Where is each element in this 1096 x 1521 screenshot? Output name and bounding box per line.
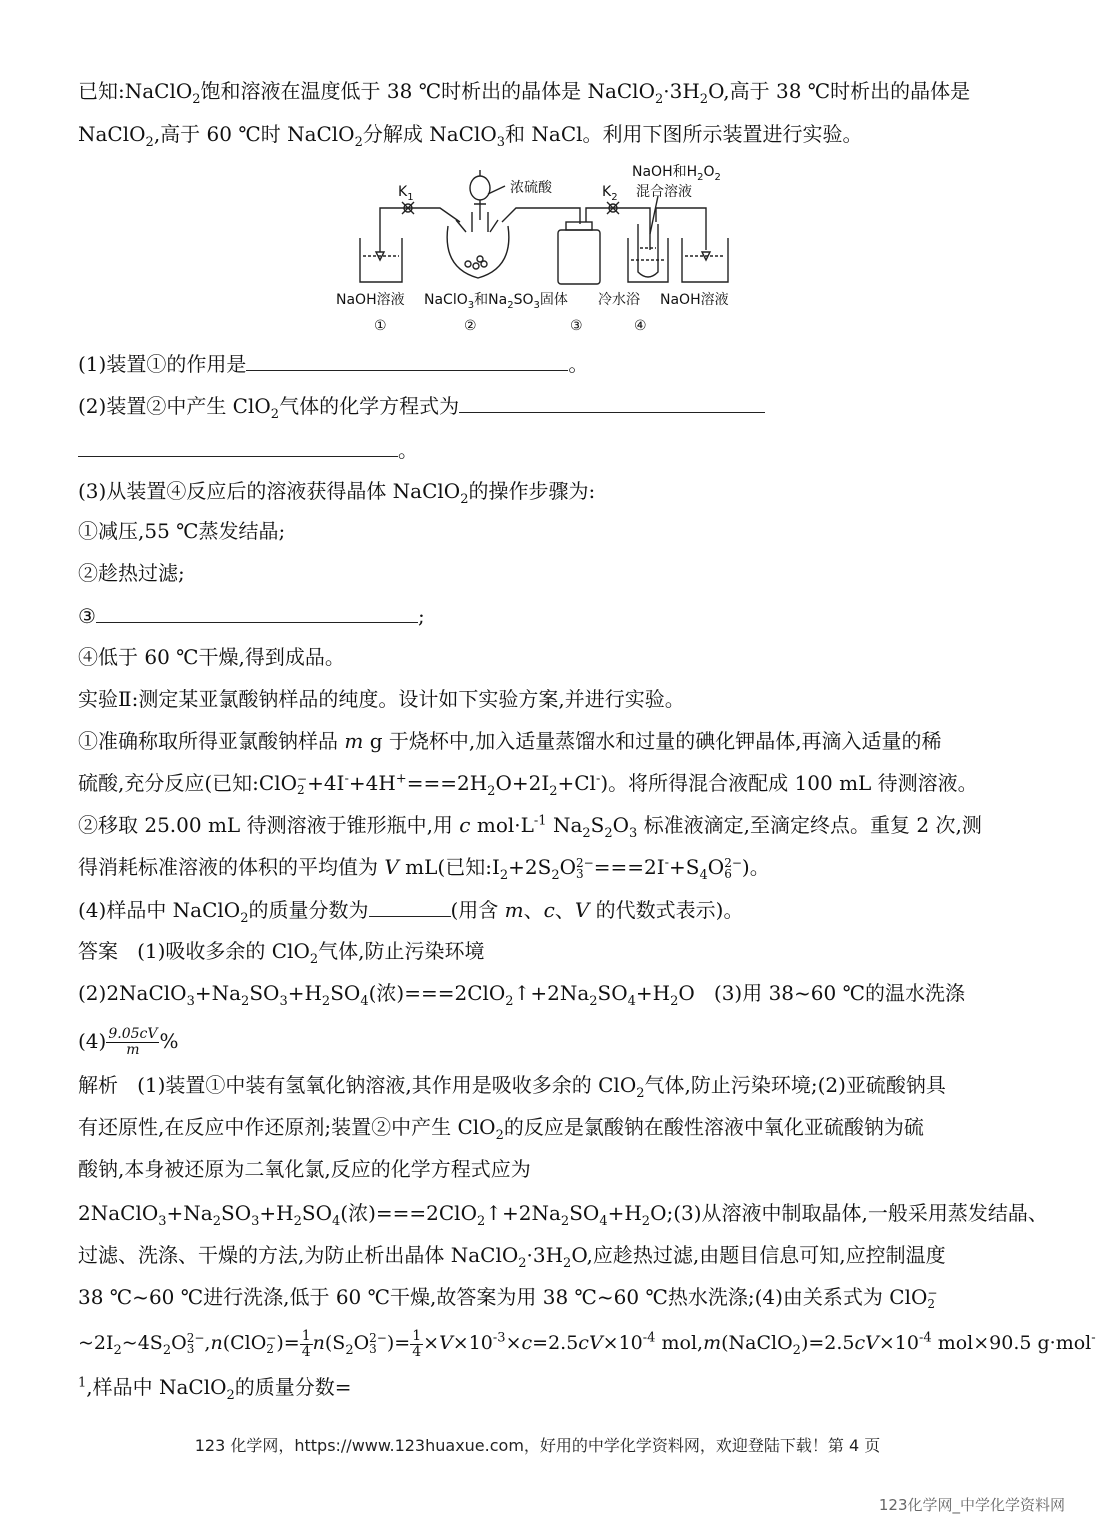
question-1: (1)装置①的作用是 。: [78, 348, 1008, 379]
page-footer: 123 化学网，https://www.123huaxue.com，好用的中学化学资料网，欢迎登陆下载！第 4 页: [194, 1436, 881, 1455]
apparatus-diagram: [330, 160, 750, 340]
number-4: ④: [634, 318, 647, 334]
analysis-line-6: 38 ℃~60 ℃进行洗涤,低于 60 ℃干燥,故答案为用 38 ℃~60 ℃热水洗涤;(4)由关系式为 ClO − 2: [78, 1285, 938, 1311]
three-neck-flask: [447, 226, 509, 278]
answer-blank-4: [369, 894, 451, 917]
exp2-step-1-cont: 硫酸,充分反应(已知:ClO − 2 $+4I^-+4H^+===2H_2O+2I_2+Cl^-$)。将所得混合液配成 100 mL 待测溶液。: [78, 771, 978, 799]
known-line-2: NaClO$_2$,高于 60 ℃时 NaClO$_2$分解成 NaClO$_3$和 NaCl。利用下图所示装置进行实验。: [78, 122, 863, 150]
answer-blank-2b: [78, 434, 398, 457]
answer-blank-2a: [459, 390, 765, 413]
number-3: ③: [570, 318, 583, 334]
label-k2: $K_2$: [602, 184, 618, 203]
label-mix-2: 混合溶液: [636, 184, 692, 200]
answer-fraction: $\frac{9.05cV}{m}$: [108, 1026, 158, 1058]
label-k1: $K_1$: [398, 184, 414, 203]
analysis-line-8: $^1$,样品中 NaClO$_2$的质量分数=: [78, 1375, 352, 1403]
watermark: 123化学网_中学化学资料网: [878, 1496, 1065, 1514]
analysis-line-4: $2NaClO_3+Na_2SO_3+H_2SO_4$(浓)$===2ClO_2↑+2Na_2SO_4+H_2O;(3)$从溶液中制取晶体,一般采用蒸发结晶、: [78, 1201, 1048, 1229]
question-2-cont: 。: [78, 434, 1008, 465]
q3-step-2: ②趁热过滤;: [78, 561, 185, 585]
bottle-3: [558, 230, 600, 284]
label-cold-bath: 冷水浴: [598, 292, 640, 308]
exp2-step-1: ①准确称取所得亚氯酸钠样品 m g 于烧杯中,加入适量蒸馏水和过量的碘化钾晶体,再滴入适量的稀: [78, 729, 942, 753]
number-2: ②: [464, 318, 477, 334]
analysis-line-1: 解析 (1)装置①中装有氢氧化钠溶液,其作用是吸收多余的 ClO$_2$气体,防止污染环境;(2)亚硫酸钠具: [78, 1073, 946, 1101]
analysis-line-7: $\sim 2I_2\sim 4S_2O$ 2− 3 ,n(ClO − 2 )= $\frac{1}{4}$ $n(S_2O$ 2− 3 )= $\frac{1}{4}$ $\times V\times 10^{-3}\times c=2.5cV\times 10^{-4}$ $mol,m(NaClO_2)=2.5cV\times 10^{-4}$ mol×90.5 g·mol-: [78, 1327, 1096, 1360]
label-naoh-1: NaOH溶液: [336, 292, 405, 308]
analysis-line-5: 过滤、洗涤、干燥的方法,为防止析出晶体 $NaClO_2\cdot 3H_2O$,应趁热过滤,由题目信息可知,应控制温度: [78, 1243, 946, 1271]
exp2-step-2-cont: 得消耗标准溶液的体积的平均值为 V mL(已知$:I_2+2S_2O$ 2− 3 $===2I^-+S_4O$ 2− 6 )。: [78, 855, 770, 883]
question-3: (3)从装置④反应后的溶液获得晶体 NaClO$_2$的操作步骤为:: [78, 479, 596, 507]
dropping-funnel: [470, 176, 490, 200]
experiment-2-title: 实验Ⅱ:测定某亚氯酸钠样品的纯度。设计如下实验方案,并进行实验。: [78, 687, 685, 711]
answer-blank-3: [96, 600, 418, 623]
beaker-1: [360, 238, 402, 282]
answer-line-3: (4) $\frac{9.05cV}{m}$ %: [78, 1026, 179, 1058]
answer-blank-1: [246, 348, 568, 371]
question-4: (4)样品中 NaClO$_2$的质量分数为 (用含 m、c、V 的代数式表示)。: [78, 894, 1008, 925]
label-reagents: NaClO$_3$和$Na_2SO_3$固体: [424, 292, 568, 311]
test-tube: [638, 224, 658, 277]
q3-step-4: ④低于 60 ℃干燥,得到成品。: [78, 645, 345, 669]
label-acid: 浓硫酸: [510, 180, 552, 196]
number-1: ①: [374, 318, 387, 334]
known-line-1: 已知:NaClO$_2$饱和溶液在温度低于 38 ℃时析出的晶体是 $NaClO_2\cdot 3H_2O$,高于 38 ℃时析出的晶体是: [78, 79, 971, 107]
analysis-line-3: 酸钠,本身被还原为二氧化氯,反应的化学方程式应为: [78, 1157, 531, 1181]
q3-step-3: ③ ;: [78, 600, 1008, 631]
answer-line-1: 答案 (1)吸收多余的 ClO$_2$气体,防止污染环境: [78, 939, 485, 967]
answer-line-2: $(2)2NaClO_3+Na_2SO_3+H_2SO_4$(浓)$===2ClO_2↑+2Na_2SO_4+H_2O$ (3)用 38~60 ℃的温水洗涤: [78, 981, 965, 1009]
exp2-step-2: ②移取 25.00 mL 待测溶液于锥形瓶中,用 c $mol\cdot L^{-1}$ $Na_2S_2O_3$ 标准液滴定,至滴定终点。重复 2 次,测: [78, 813, 982, 841]
question-2: (2)装置②中产生 ClO$_2$气体的化学方程式为: [78, 390, 1008, 421]
label-naoh-5: NaOH溶液: [660, 292, 729, 308]
q3-step-1: ①减压,55 ℃蒸发结晶;: [78, 519, 286, 543]
label-mix-1: NaOH和$H_2O_2$: [632, 164, 721, 183]
beaker-5: [682, 238, 728, 282]
analysis-line-2: 有还原性,在反应中作还原剂;装置②中产生 ClO$_2$的反应是氯酸钠在酸性溶液中氧化亚硫酸钠为硫: [78, 1115, 924, 1143]
